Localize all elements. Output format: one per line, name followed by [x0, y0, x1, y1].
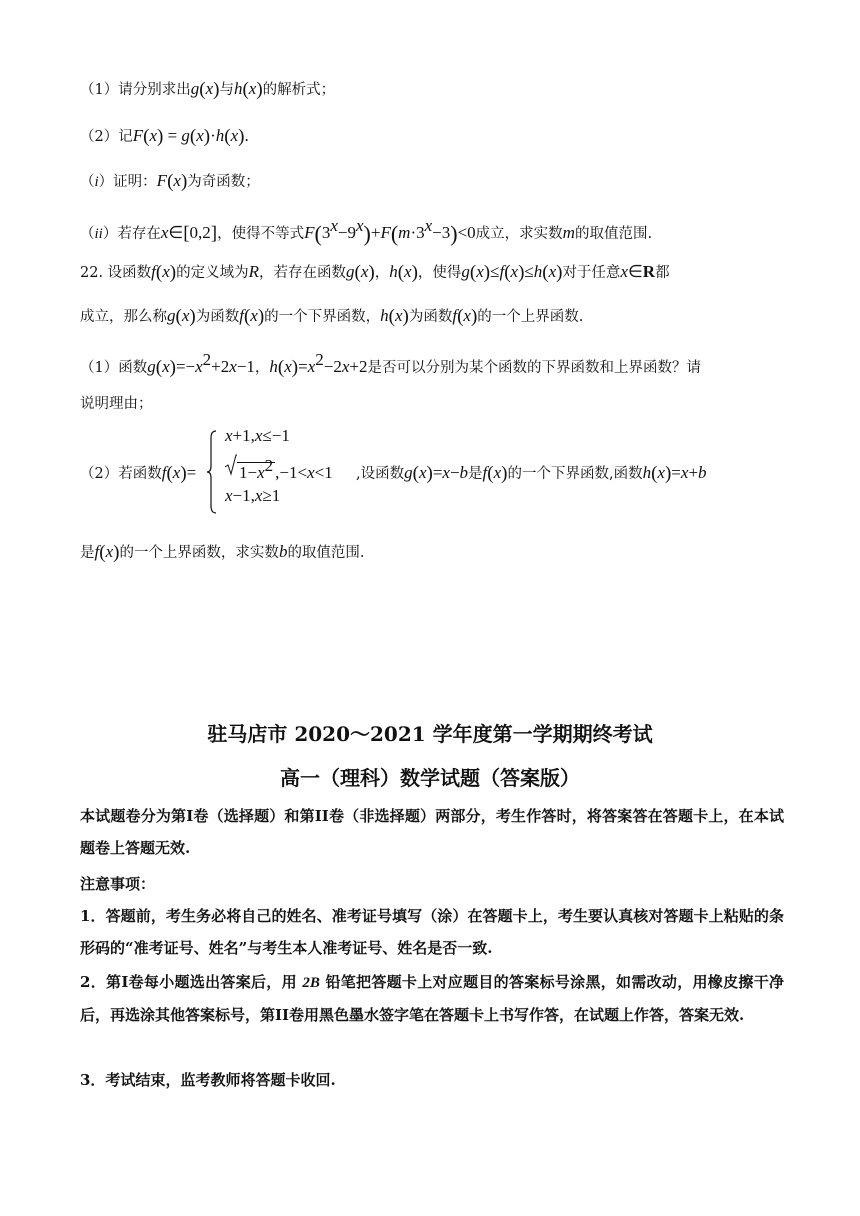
piecewise-case-1: x+1,x≤−1 — [225, 426, 290, 445]
q22-part2-line2: 是f(x)的一个上界函数，求实数b的取值范围. — [80, 542, 365, 563]
exam-subtitle: 高一（理科）数学试题（答案版） — [280, 766, 580, 790]
q22-stem-line1: 22. 设函数f(x)的定义域为R，若存在函数g(x)，h(x)，使得g(x)≤f(x)≤h(x)对于任意x∈R都 — [80, 262, 670, 283]
exam-title: 驻马店市 2020～2021 学年度第一学期期终考试 — [207, 722, 653, 746]
notice-item-1: 1．答题前，考生务必将自己的姓名、准考证号填写（涂）在答题卡上，考生要认真核对答题卡上粘贴的条形码的“准考证号、姓名”与考生本人准考证号、姓名是否一致. — [80, 907, 784, 957]
q21-part2-ii: （ii）若存在x∈[0,2]，使得不等式$F(3^x-9^x)+F(m\cdot 3^x-3)<0$成立，求实数m的取值范围. — [80, 216, 653, 246]
q22-stem-line2: 成立，那么称g(x)为函数f(x)的一个下界函数，h(x)为函数f(x)的一个上界函数. — [80, 306, 584, 327]
exam-intro: 本试题卷分为第I卷（选择题）和第II卷（非选择题）两部分，考生作答时，将答案答在答题卡上，在本试题卷上答题无效. — [80, 807, 784, 857]
q21-part1: （1）请分别求出g(x)与h(x)的解析式； — [80, 79, 336, 100]
notice-item-2: 2．第I卷每小题选出答案后，用 2B 铅笔把答题卡上对应题目的答案标号涂黑，如需改动，用橡皮擦干净后，再选涂其他答案标号，第II卷用黑色墨水签字笔在答题卡上书写作答，在试题上作答，答案无效. — [80, 973, 784, 1024]
q22-part1: （1）函数$g(x)=-x^2+2x-1$，$h(x)=x^2-2x+2$是否可以分别为某个函数的下界函数和上界函数？请 — [80, 350, 701, 378]
notice-item-3: 3．考试结束，监考教师将答题卡收回. — [80, 1071, 336, 1089]
piecewise-brace — [207, 430, 217, 514]
q21-part2: （2）记F(x) = g(x)·h(x). — [80, 126, 249, 147]
q22-part2: （2）若函数f(x)= x+1,x≤−1 $1-x^2$ ,−1<x<1 x−1,x≥1 ,设函数g(x)=x−b是f(x)的一个下界函数,函数h(x)=x+b — [80, 426, 800, 518]
q21-part2-i: （i）证明：F(x)为奇函数； — [80, 171, 260, 192]
q22-part1-line2: 说明理由； — [80, 396, 153, 412]
piecewise-case-3: x−1,x≥1 — [225, 486, 281, 505]
piecewise-case-2: $1-x^2$ ,−1<x<1 — [225, 456, 333, 483]
notice-label: 注意事项： — [80, 875, 156, 893]
